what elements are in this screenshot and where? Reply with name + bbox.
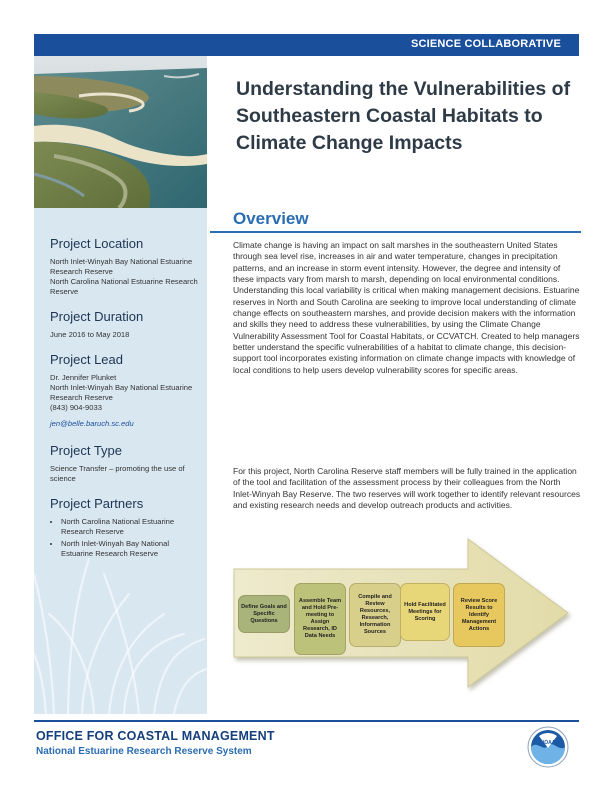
process-step: Assemble Team and Hold Pre-meeting to Assign Research, ID Data Needs bbox=[294, 583, 346, 655]
project-duration-text: June 2016 to May 2018 bbox=[50, 330, 130, 339]
noaa-logo-icon bbox=[527, 726, 569, 768]
project-details bbox=[50, 236, 200, 571]
reserve-system-name: National Estuarine Research Reserve System bbox=[36, 746, 252, 757]
lead-email-link[interactable]: jen@belle.baruch.sc.edu bbox=[50, 419, 134, 428]
project-lead-section bbox=[50, 352, 200, 431]
process-step: Define Goals and Specific Questions bbox=[238, 595, 290, 633]
process-step: Review Score Results to Identify Management Actions bbox=[453, 583, 505, 647]
overview-divider bbox=[210, 231, 581, 233]
project-type-heading: Project Type bbox=[50, 443, 123, 458]
footer-divider bbox=[34, 720, 579, 722]
partner-item: • North Carolina National Estuarine Research Reserve bbox=[61, 517, 200, 537]
partner-item: • North Inlet-Winyah Bay National Estuarine Research Reserve bbox=[61, 539, 200, 559]
process-diagram bbox=[228, 535, 582, 695]
left-sidebar bbox=[34, 56, 207, 714]
project-partners-section bbox=[50, 496, 200, 559]
project-lead-heading: Project Lead bbox=[50, 352, 123, 367]
program-tag: SCIENCE COLLABORATIVE bbox=[410, 38, 561, 50]
overview-paragraph: For this project, North Carolina Reserve staff members will be fully trained in the application of the tool and facilitation of the assessment process by their colleagues from the North Inlet-Winyah Bay Reserve. The two reserves will work together to identify relevant resources and existing research needs and develop outreach products and activities. bbox=[233, 466, 581, 511]
overview-paragraph: Climate change is having an impact on salt marshes in the southeastern United States through sea level rise, increases in air and water temperature, changes in precipitation patterns, and an increase in storm event intensity. However, the degree and intensity of these impacts vary from marsh to marsh, depending on local environmental conditions. Understanding this local variability is critical when making management decisions. Estuarine reserves in North and South Carolina are seeking to improve local understanding of climate change effects on southeastern marshes, and provide decision makers with the information and skills they need to address these vulnerabilities, by using the Climate Change Vulnerability Assessment Tool for Coastal Habitats, or CCVATCH. Created to help managers better understand the specific vulnerabilities of a habitat to climate change, this decision-support tool incorporates existing information on climate change impacts with knowledge of local conditions to help users develop vulnerability scores for specific areas. bbox=[233, 240, 580, 375]
project-type-text: Science Transfer – promoting the use of science bbox=[50, 464, 185, 483]
noaa-logo-text: NOAA bbox=[540, 740, 556, 746]
lead-name: Dr. Jennifer Plunket bbox=[50, 373, 117, 382]
coastal-aerial-photo bbox=[34, 56, 207, 208]
lead-phone: (843) 904-9033 bbox=[50, 403, 102, 412]
project-location-line: North Inlet-Winyah Bay National Estuarine Research Reserve bbox=[50, 257, 193, 276]
header-bar bbox=[34, 34, 579, 56]
project-duration-heading: Project Duration bbox=[50, 309, 144, 324]
project-location-heading: Project Location bbox=[50, 236, 144, 251]
partners-list bbox=[50, 517, 200, 559]
page-title: Understanding the Vulnerabilities of Southeastern Coastal Habitats to Climate Change Impacts bbox=[236, 78, 571, 154]
overview-heading: Overview bbox=[233, 209, 309, 228]
lead-organization: North Inlet-Winyah Bay National Estuarine Research Reserve bbox=[50, 383, 193, 402]
project-duration-section bbox=[50, 309, 200, 340]
project-type-section bbox=[50, 443, 200, 484]
project-location-line: North Carolina National Estuarine Research Reserve bbox=[50, 277, 198, 296]
project-location-section bbox=[50, 236, 200, 297]
office-name: OFFICE FOR COASTAL MANAGEMENT bbox=[36, 729, 275, 743]
process-step: Hold Facilitated Meetings for Scoring bbox=[400, 583, 450, 641]
process-step: Compile and Review Resources, Research, Information Sources bbox=[349, 583, 401, 647]
project-partners-heading: Project Partners bbox=[50, 496, 144, 511]
